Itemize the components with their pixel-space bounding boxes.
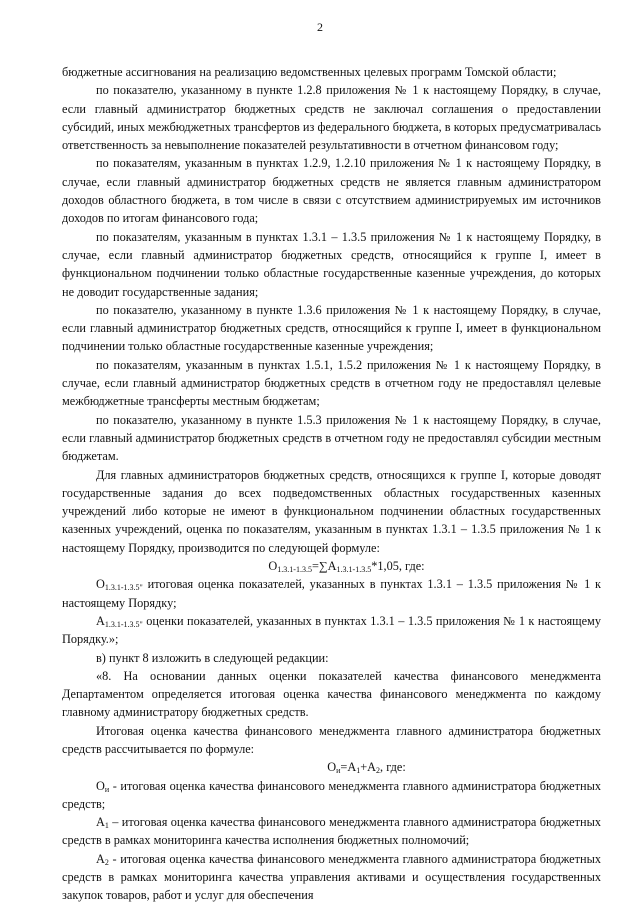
- paragraph: в) пункт 8 изложить в следующей редакции:: [96, 650, 329, 665]
- document-body: [62, 63, 601, 905]
- formula-2: $О_и=А_1+А_2$, где:: [327, 760, 406, 776]
- definition-a: $А_{1.3.1-1.3.5"}$ оценки показателей, указанных в пунктах 1.3.1 – 1.3.5 приложения № 1 к настоящему Порядку.»;: [62, 613, 601, 647]
- definition-o: $О_{1.3.1-1.3.5"}$ итоговая оценка показателей, указанных в пунктах 1.3.1 – 1.3.5 приложения № 1 к настоящему Порядку;: [62, 577, 601, 610]
- definition-a2: $А_2$ - итоговая оценка качества финансового менеджмента главного администратора бюджетных средств в рамках мониторинга качества управления активами и осуществления государственных закупок товаров, работ и услуг для обеспечения: [62, 851, 601, 903]
- paragraph: «8. На основании данных оценки показателей качества финансового менеджмента Департаментом определяется итоговая оценка качества финансового менеджмента по каждому главному администратору бюджетных средств.: [62, 668, 601, 720]
- page-number: 2: [317, 20, 323, 34]
- paragraph: по показателю, указанному в пункте 1.3.6 приложения № 1 к настоящему Порядку, в случае, если главный администратор бюджетных средств, относящийся к группе I, имеет в функциональном подчинении только областные государственные казенные учреждения;: [62, 302, 601, 354]
- paragraph: по показателям, указанным в пунктах 1.3.1 – 1.3.5 приложения № 1 к настоящему Порядку, в случае, если главный администратор бюджетных средств, относящийся к группе I, имеет в функциональном подчинении только областные государственные казенные учреждения, до которых не доводит государственные задания;: [62, 229, 601, 299]
- paragraph-continuation: бюджетные ассигнования на реализацию ведомственных целевых программ Томской области;: [62, 65, 557, 79]
- paragraph: по показателям, указанным в пунктах 1.2.9, 1.2.10 приложения № 1 к настоящему Порядку, в случае, если главный администратор бюджетных средств не является главным администратором доходов областного бюджета, в том числе в связи с отсутствием администрируемых им источников доходов по итогам финансового года;: [62, 156, 601, 226]
- paragraph: по показателю, указанному в пункте 1.2.8 приложения № 1 к настоящему Порядку, в случае, если главный администратор бюджетных средств не заключал соглашения о предоставлении субсидий, иных межбюджетных трансфертов из федерального бюджета, в которых предусматривалась ответственность за невыполнение показателей результативности в отчетном финансовом году;: [62, 83, 601, 153]
- definition-oi: $О_и$ - итоговая оценка качества финансового менеджмента главного администратора бюджетных средств;: [62, 778, 601, 811]
- paragraph: по показателям, указанным в пунктах 1.5.1, 1.5.2 приложения № 1 к настоящему Порядку, в случае, если главный администратор бюджетных средств в отчетном году не предоставлял целевые межбюджетные трансферты местным бюджетам;: [62, 357, 601, 409]
- paragraph: Итоговая оценка качества финансового менеджмента главного администратора бюджетных средств рассчитывается по формуле:: [62, 723, 601, 756]
- paragraph: по показателю, указанному в пункте 1.5.3 приложения № 1 к настоящему Порядку, в случае, если главный администратор бюджетных средств в отчетном году не предоставлял субсидии местным бюджетам.: [62, 412, 601, 464]
- definition-a1: $А_1$ – итоговая оценка качества финансового менеджмента главного администратора бюджетных средств в рамках мониторинга качества исполнения бюджетных полномочий;: [62, 815, 601, 848]
- formula-1: $О_{1.3.1-1.3.5}=\sum А_{1.3.1-1.3.5}*1,05$, где:: [268, 559, 425, 575]
- paragraph: Для главных администраторов бюджетных средств, относящихся к группе I, которые доводят государственные задания до всех подведомственных областных государственных казенных учреждений либо которые не имеют в функциональном подчинении областных государственных казенных учреждений, оценка по показателям, указанным в пунктах 1.3.1 – 1.3.5 приложения № 1 к настоящему Порядку, производится по следующей формуле:: [62, 467, 601, 555]
